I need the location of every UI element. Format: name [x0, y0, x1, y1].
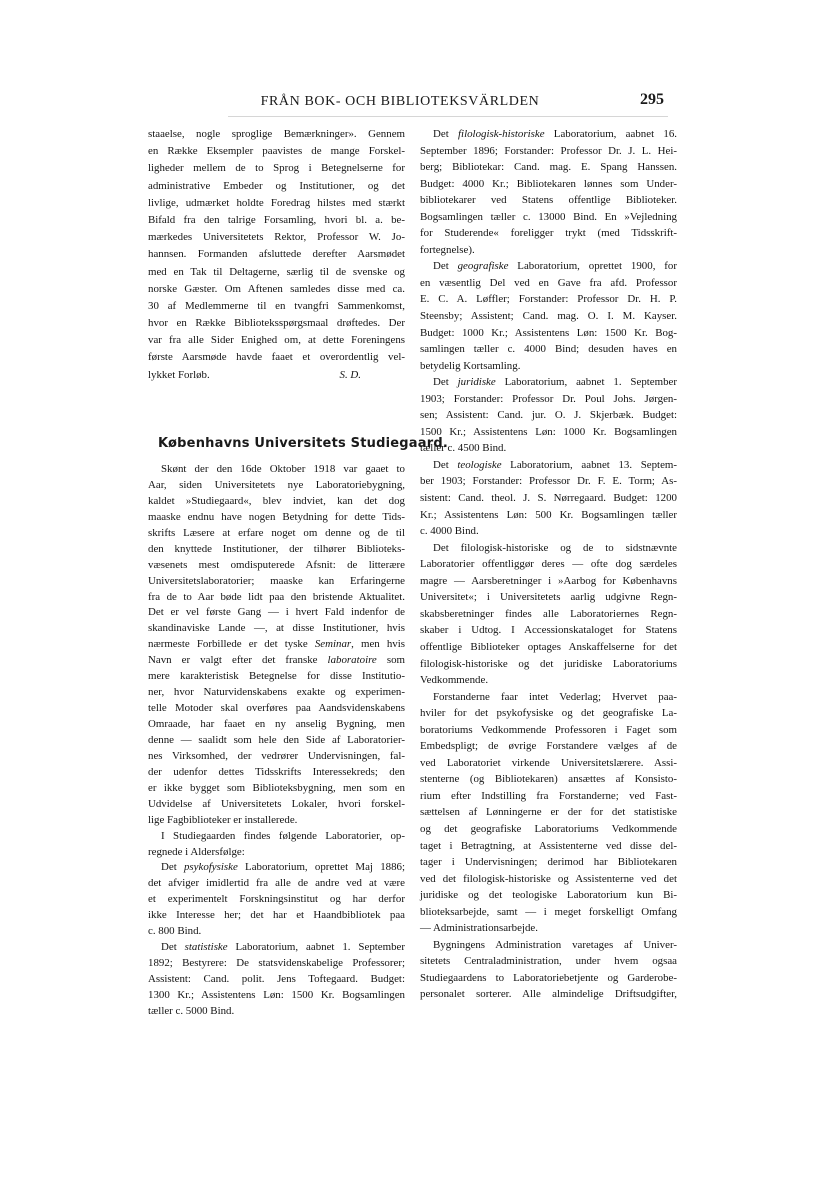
text-line: ved Laboratoriet virkende Universitetslærere. Assi- — [420, 756, 677, 769]
right-column — [420, 126, 677, 1003]
italic-term: teologiske — [457, 458, 502, 471]
text-line — [420, 126, 677, 143]
text-line: Vedkommende. — [420, 674, 489, 687]
text-line: der udenfor dettes Tidsskrifts Interessekreds; den — [148, 765, 405, 778]
text-line: sitetets Centraladministration, under hvem ogsaa — [420, 955, 677, 968]
text-line: en væsentlig Del ved en Gave fra afd. Professor — [420, 276, 677, 289]
paragraph — [420, 937, 677, 1003]
line-text: lykket Forløb. — [148, 368, 210, 381]
running-title: FRÅN BOK- OCH BIBLIOTEKSVÄRLDEN — [260, 94, 540, 109]
text-line: 1500 Kr.; Assistentens Løn: 1000 Kr. Bogsamlingen — [420, 425, 677, 438]
text-line: Steensby; Assistent; Cand. mag. O. I. M. Kayser. — [420, 310, 677, 323]
text-line: sen; Assistent: Cand. jur. O. J. Skjerbæk. Budget: — [420, 409, 677, 422]
text-segment: Det — [433, 260, 458, 273]
text-line: samlingen tæller c. 4000 Bind; desuden haves en — [420, 343, 677, 356]
text-line: hannsen. Formanden afsluttede derefter Aarsmødet — [148, 248, 405, 261]
text-line: hvor en Række Biblioteksspørgsmaal drøftedes. Der — [148, 317, 405, 330]
text-line: E. C. A. Løffler; Forstander: Professor Dr. H. P. — [420, 293, 677, 306]
page-number: 295 — [640, 91, 664, 108]
text-line: 30 af Medlemmerne til en tvangfri Sammenkomst, — [148, 299, 405, 312]
paragraph — [148, 860, 405, 940]
text-line: filologisk-historiske og det juridiske Laboratoriums — [420, 657, 677, 670]
text-line: c. 4000 Bind. — [420, 525, 479, 538]
paragraph — [148, 126, 405, 384]
italic-term: juridiske — [457, 376, 496, 389]
text-line: Skønt der den 16de Oktober 1918 var gaaet to — [161, 463, 405, 475]
text-line: Budget: 1000 Kr.; Assistentens Løn: 1500 Kr. Bog- — [420, 326, 677, 339]
text-line: c. 800 Bind. — [148, 925, 202, 938]
paragraph — [420, 126, 677, 258]
text-line: Laboratorier offentliggør deres — ofte dog særdeles — [420, 558, 677, 571]
text-line: maaske endnu have nogen Betydning for dette Tids- — [148, 510, 405, 523]
paragraph — [148, 940, 405, 1020]
text-segment: Det — [433, 128, 459, 140]
text-line: personalet sorterer. Alle almindelige Driftsudgifter, — [420, 988, 677, 1001]
text-line: det afviger imidlertid fra alle de andre ved at være — [148, 877, 405, 890]
text-line: Bifald fra den talrige Forsamling, hvori bl. a. be- — [148, 213, 405, 226]
text-line: Forstanderne faar intet Vederlag; Hvervet paa- — [433, 690, 677, 703]
text-line: Embedspligt; de øvrige Forstandere vælges af de — [420, 740, 677, 753]
text-line: nes Virksomhed, der vedrører Undervisningen, fal- — [148, 749, 405, 762]
text-line: et experimentelt Forskningsinstitut og har derfor — [148, 893, 405, 906]
text-line: tæller c. 4500 Bind. — [420, 442, 507, 455]
text-line: juridiske og det teologiske Laboratorium kun Bi- — [420, 889, 677, 902]
text-line: skabsberetninger findes alle Laboratoriernes Regn- — [420, 607, 677, 620]
text-line: Aar, siden Universitetets nye Laboratoriebygning, — [148, 478, 405, 491]
text-line: magre — Aarsberetninger i »Aarbog for Københavns — [420, 574, 677, 587]
text-segment: Laboratorium, oprettet 1900, for — [508, 260, 677, 273]
text-line — [420, 374, 677, 391]
text-line: administrative Embeder og Institutioner, og det — [148, 179, 405, 192]
text-line: I Studiegaarden findes følgende Laboratorier, op- — [161, 829, 405, 842]
text-line: Det er vel første Gang — i hvert Fald indenfor de — [148, 606, 405, 619]
text-line: lige Fagbiblioteker er installerede. — [148, 813, 298, 826]
text-segment: som — [376, 654, 405, 667]
text-line — [420, 457, 677, 474]
text-line: telle Motoder skal overføres paa Aandsvidenskabens — [148, 702, 405, 715]
text-line: skrifts Læsere at erfare noget om denne og de til — [148, 526, 405, 539]
text-line: mere karakteristisk Betegnelse for disse Institutio- — [148, 670, 405, 683]
text-line: ner, hvor Naturvidenskabens exakte og experimen- — [148, 686, 405, 699]
text-line: Studiegaardens to Laboratoriebetjente og Garderobe- — [420, 971, 677, 984]
italic-term: geografiske — [457, 260, 509, 273]
text-segment: , men hvis — [351, 638, 405, 651]
text-line — [420, 258, 677, 275]
text-line: taget i Betragtning, at Assistenterne ved disse del- — [420, 839, 677, 852]
text-line: 1903; Forstander: Professor Dr. Poul Johs. Jørgen- — [420, 392, 677, 405]
text-line: offentlige Biblioteker optages Anskaffelserne for det — [420, 640, 677, 653]
text-line: blioteksarbejde, samt — i meget forskelligt Omfang — [420, 905, 677, 918]
text-line: for Studerende« foreligger trykt (med Tidsskrift- — [420, 227, 677, 240]
text-line: bibliotekarer ved Statens offentlige Biblioteker. — [420, 194, 677, 207]
text-line: berg; Bibliotekar: Cand. mag. E. Spang Hanssen. — [420, 161, 677, 174]
text-line — [148, 860, 405, 876]
text-segment: Laboratorium, aabnet 13. Septem- — [501, 458, 677, 471]
text-line: væsenets mest omdisputerede Afsnit: de litterære — [148, 558, 405, 571]
text-line: fra de to Aar bøde lidt paa den bristende Aktualitet. — [148, 590, 405, 603]
text-line: skaber i Udtog. I Accessionskataloget for Statens — [420, 624, 677, 637]
italic-term: statistiske — [184, 941, 228, 954]
italic-term: Seminar — [314, 638, 352, 651]
paragraph — [420, 258, 677, 374]
text-line — [148, 940, 405, 956]
left-column-body — [148, 462, 405, 1020]
text-line: sættelsen af Lønningerne er der for det statistiske — [420, 806, 677, 819]
text-line: boratoriums Vedkommende Professoren i Faget som — [420, 723, 677, 736]
text-segment: Det — [161, 861, 184, 874]
text-segment: Laboratorium, aabnet 1. September — [227, 941, 405, 954]
text-line: Universitet«; i Universitetets aarlig udgivne Regn- — [420, 591, 677, 604]
paragraph — [148, 829, 405, 861]
italic-term: laboratoire — [327, 654, 377, 667]
text-line: betydelig Kortsamling. — [420, 359, 521, 372]
text-segment: nærmeste Forbillede er det tyske — [148, 638, 315, 651]
text-line: 1892; Bestyrere: De statsvidenskabelige Professorer; — [148, 957, 405, 970]
text-line: regnede i Aldersfølge: — [148, 845, 245, 858]
paragraph — [420, 540, 677, 689]
text-line: 1300 Kr.; Assistentens Løn: 1500 Kr. Bogsamlingen — [148, 988, 405, 1001]
paragraph — [148, 462, 405, 829]
text-segment: Laboratorium, aabnet 1. September — [495, 376, 677, 389]
text-line: Universitetslaboratorier; maaske kan Erfaringerne — [148, 574, 405, 587]
italic-term: filologisk-historiske — [458, 128, 545, 140]
text-line: ikke Interesse her; det har et Haandbibliotek paa — [148, 909, 405, 922]
text-segment: Navn er valgt efter det franske — [148, 654, 328, 667]
text-line: ved det filologisk-historiske og Assistenterne ved det — [420, 872, 677, 885]
text-line: Udvidelse af Universitetets Lokaler, hvori forskel- — [148, 797, 405, 810]
text-line: første Aarsmøde havde faaet et overordentlig vel- — [148, 351, 405, 364]
text-line: Bogsamlingen tæller c. 13000 Bind. En »Vejledning — [420, 210, 677, 223]
text-segment: Det — [433, 376, 458, 389]
text-line: stenterne (og Bibliotekaren) ansættes af Konsisto- — [420, 773, 677, 786]
paragraph — [420, 374, 677, 457]
header-rule — [228, 116, 668, 117]
author-signature: S. D. — [339, 368, 361, 381]
text-line: ber 1903; Forstander: Professor Dr. F. E. Torm; As- — [420, 475, 677, 488]
text-line: hviler for det psykofysiske og det geografiske La- — [420, 707, 677, 720]
text-line: skandinaviske Lande —, at disse Institutioner, hvis — [148, 622, 405, 635]
text-line: sistent: Cand. theol. J. S. Nørregaard. Budget: 1200 — [420, 492, 677, 505]
text-line: tager i Undervisningen; derimod har Bibliotekaren — [420, 856, 677, 869]
section-heading: Københavns Universitets Studiegaard. — [158, 436, 448, 451]
text-line: og det geografiske Laboratoriums Vedkommende — [420, 822, 677, 835]
text-line: var fra alle Sider Enighed om, at dette Foreningens — [148, 334, 405, 347]
text-line: staaelse, nogle sproglige Bemærkninger». Gennem — [148, 128, 405, 140]
text-line: mærkedes Universitetets Rektor, Professor W. Jo- — [148, 231, 405, 244]
text-line: fortegnelse). — [420, 243, 475, 256]
text-segment: Laboratorium, oprettet Maj 1886; — [237, 861, 406, 874]
text-line: med en Tak til Deltagerne, særlig til de svenske og — [148, 265, 405, 278]
text-line — [148, 367, 405, 384]
text-line: er ikke bygget som Biblioteksbygning, men som en — [148, 781, 405, 794]
text-segment: Det — [433, 458, 458, 471]
text-line: September 1896; Forstander: Professor Dr. J. L. Hei- — [420, 144, 677, 157]
text-line: Det filologisk-historiske og de to sidstnævnte — [433, 541, 677, 554]
text-line: norske Gæster. Om Aftenen samledes disse med ca. — [148, 282, 405, 295]
paragraph — [420, 689, 677, 937]
paragraph — [420, 457, 677, 540]
text-line: Omraade, har faaet en ny anselig Bygning, men — [148, 718, 405, 730]
text-line: tæller c. 5000 Bind. — [148, 1004, 235, 1017]
text-line: Assistent: Cand. polit. Jens Toftegaard. Budget: — [148, 973, 405, 985]
text-line: Bygningens Administration varetages af Univer- — [433, 938, 677, 951]
text-line: den knyttede Institutioner, der tilhører Biblioteks- — [148, 542, 405, 555]
left-column-top — [148, 126, 405, 384]
text-segment: Det — [161, 941, 185, 954]
text-line — [148, 653, 405, 669]
text-line: kaldet »Studiegaard«, blev indviet, kan det dog — [148, 494, 405, 507]
text-line: denne — saalidt som hele den Side af Laboratorier- — [148, 733, 405, 746]
text-segment: Laboratorium, aabnet 16. — [544, 128, 677, 140]
text-line: rium efter Indstilling fra Forstanderne; ved Fast- — [420, 789, 677, 802]
text-line: livlige, udmærket holdte Foredrag hilstes med stærkt — [148, 196, 405, 209]
text-line: Kr.; Assistentens Løn: 500 Kr. Bogsamlingen tæller — [420, 508, 677, 521]
text-line: ligheder mellem de to Sprog i Betegnelserne for — [148, 162, 405, 175]
italic-term: psykofysiske — [183, 861, 238, 874]
text-line: en Række Eksempler paavistes de mange Forskel- — [148, 145, 405, 158]
text-line — [148, 637, 405, 653]
text-line: Budget: 4000 Kr.; Bibliotekaren lønnes som Under- — [420, 177, 677, 190]
text-line: — Administrationsarbejde. — [420, 922, 538, 935]
